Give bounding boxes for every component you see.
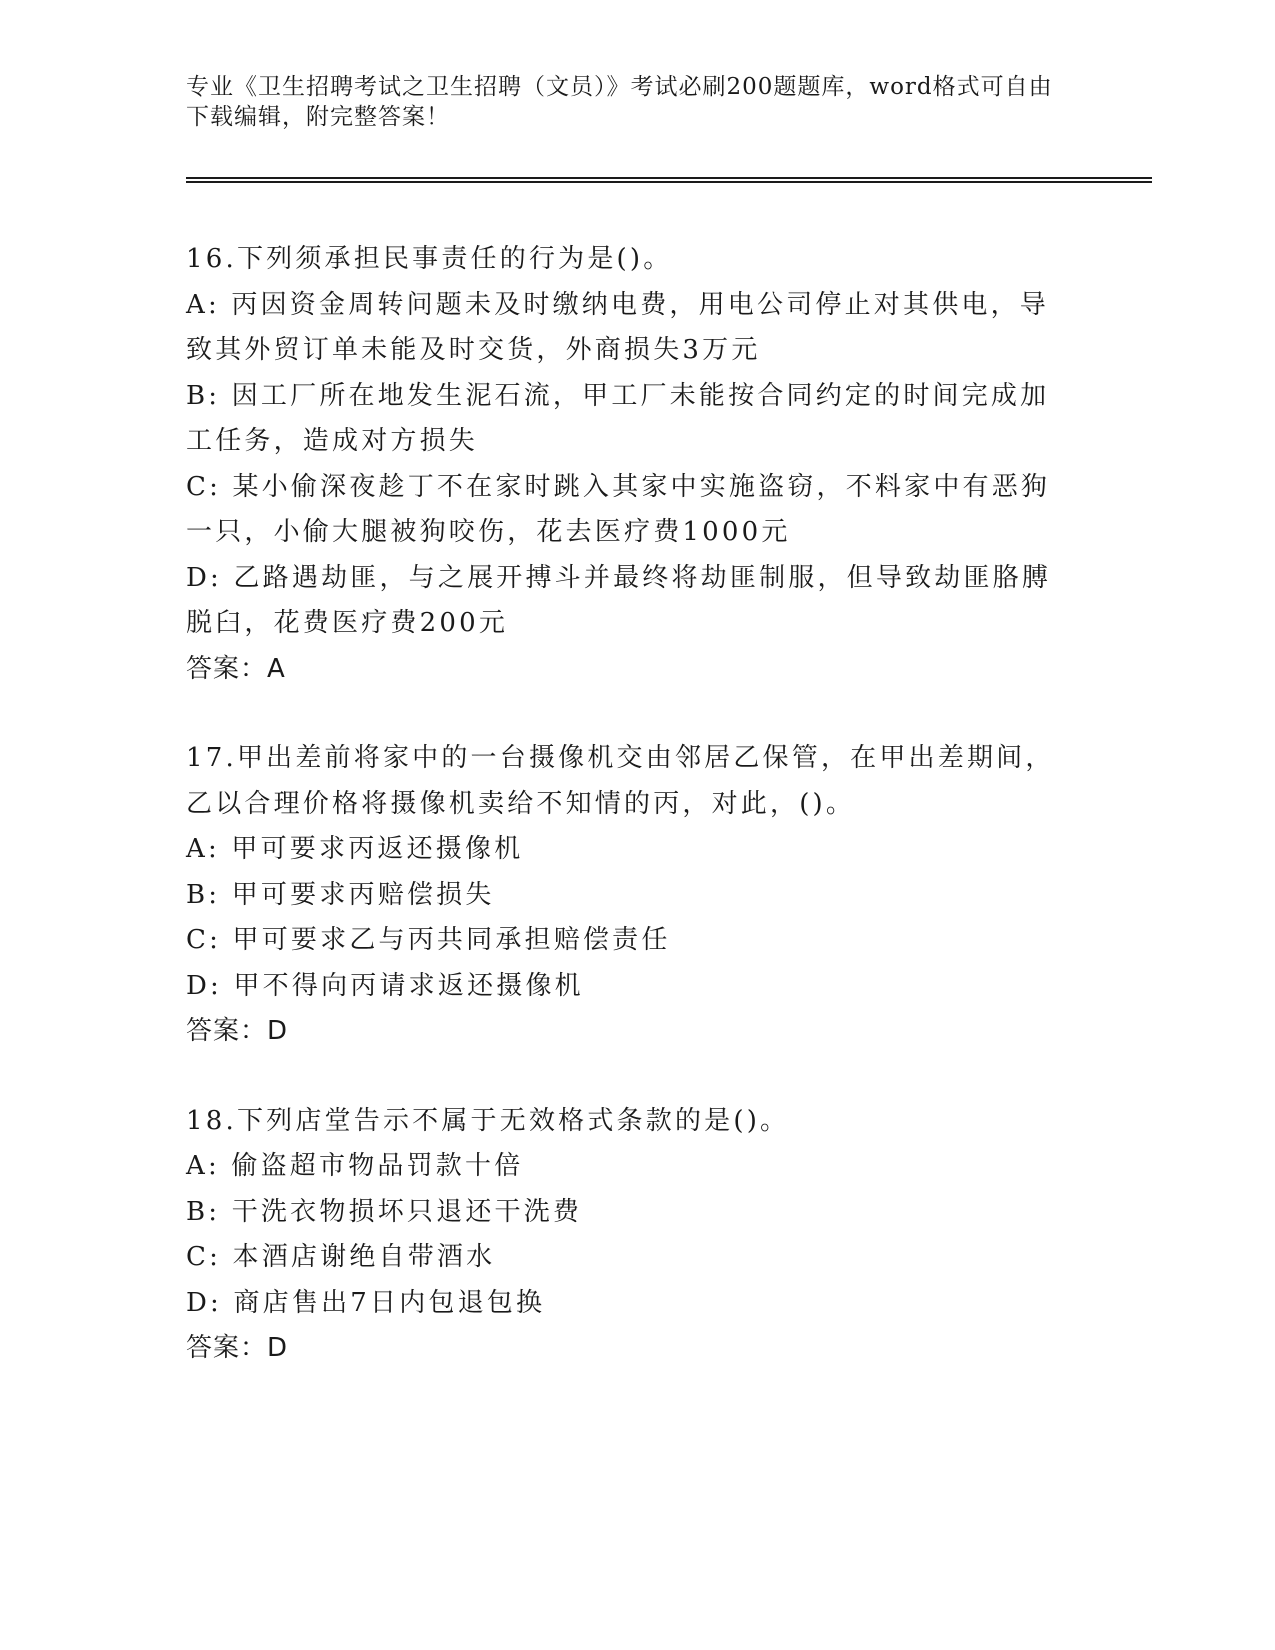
- option-b: B: 甲可要求丙赔偿损失: [186, 879, 495, 910]
- document-header: 专业《卫生招聘考试之卫生招聘（文员）》考试必刷200题题库，word格式可自由下载编辑，附完整答案！: [186, 74, 1053, 130]
- option-a: A: 丙因资金周转问题未及时缴纳电费，用电公司停止对其供电，导致其外贸订单未能及时交货，外商损失3万元: [186, 289, 1050, 365]
- question-17: [186, 736, 1076, 1055]
- option-a: A: 甲可要求丙返还摄像机: [186, 834, 524, 864]
- answer-line: 答案：D: [186, 1333, 289, 1363]
- option-c: C: 本酒店谢绝自带酒水: [186, 1242, 496, 1272]
- answer-line: 答案：D: [186, 1016, 289, 1046]
- question-list: [186, 237, 1076, 1416]
- answer-line: 答案：A: [186, 653, 286, 684]
- option-c: C: 某小偷深夜趁丁不在家时跳入其家中实施盗窃，不料家中有恶狗一只，小偷大腿被狗咬伤，花去医疗费1000元: [186, 471, 1051, 547]
- question-stem: 16.下列须承担民事责任的行为是()。: [186, 244, 673, 274]
- question-stem: 17.甲出差前将家中的一台摄像机交由邻居乙保管，在甲出差期间，乙以合理价格将摄像机卖给不知情的丙，对此，()。: [186, 743, 1055, 819]
- option-b: B: 因工厂所在地发生泥石流，甲工厂未能按合同约定的时间完成加工任务，造成对方损失: [186, 380, 1050, 456]
- header-divider-bottom: [186, 181, 1152, 183]
- question-18: [186, 1099, 1076, 1372]
- option-b: B: 干洗衣物损坏只退还干洗费: [186, 1196, 583, 1227]
- header-divider-top: [186, 177, 1152, 179]
- option-d: D: 甲不得向丙请求返还摄像机: [186, 970, 584, 1001]
- option-c: C: 甲可要求乙与丙共同承担赔偿责任: [186, 925, 671, 955]
- option-d: D: 乙路遇劫匪，与之展开搏斗并最终将劫匪制服，但导致劫匪胳膊脱臼，花费医疗费200元: [186, 562, 1052, 638]
- question-stem: 18.下列店堂告示不属于无效格式条款的是()。: [186, 1105, 790, 1136]
- option-d: D: 商店售出7日内包退包换: [186, 1287, 546, 1318]
- option-a: A: 偷盗超市物品罚款十倍: [186, 1151, 524, 1181]
- question-16: [186, 237, 1076, 692]
